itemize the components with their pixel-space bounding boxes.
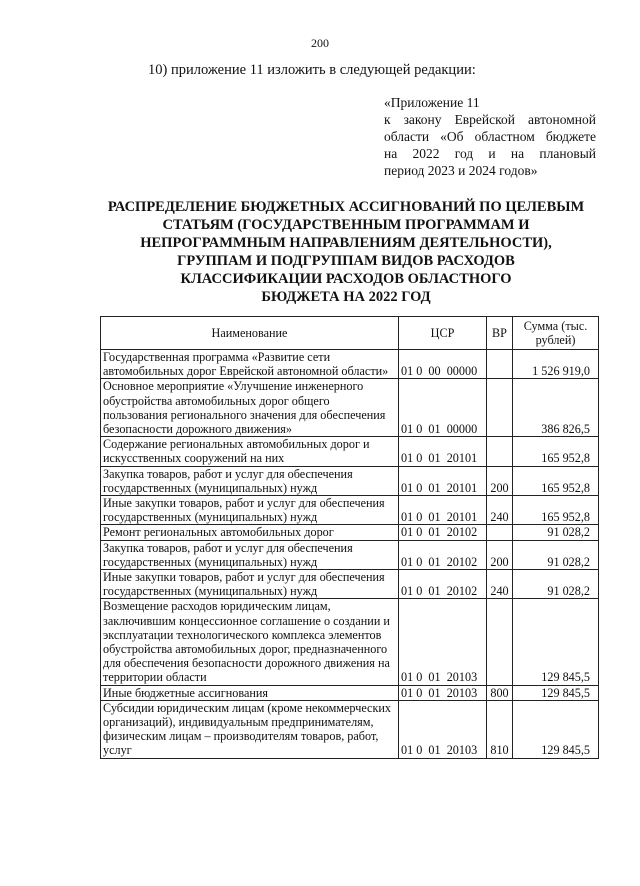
row-vr (487, 525, 513, 540)
row-sum: 129 845,5 (513, 599, 599, 685)
table-row (101, 599, 599, 685)
title-line: СТАТЬЯМ (ГОСУДАРСТВЕННЫМ ПРОГРАММАМ И (162, 217, 530, 233)
row-name: Закупка товаров, работ и услуг для обеспечения государственных (муниципальных) нужд (101, 466, 399, 495)
row-csr: 01 0 01 20103 (399, 685, 487, 700)
row-sum: 91 028,2 (513, 525, 599, 540)
header-vr: ВР (487, 317, 513, 350)
title-line: БЮДЖЕТА НА 2022 ГОД (261, 289, 431, 305)
row-csr: 01 0 01 20102 (399, 525, 487, 540)
row-csr: 01 0 01 20102 (399, 540, 487, 569)
row-name: Содержание региональных автомобильных дорог и искусственных сооружений на них (101, 437, 399, 466)
page-number: 200 (311, 36, 329, 50)
row-sum: 386 826,5 (513, 379, 599, 437)
header-sum: Сумма (тыс. рублей) (513, 317, 599, 350)
row-name: Иные закупки товаров, работ и услуг для обеспечения государственных (муниципальных) нужд (101, 570, 399, 599)
row-csr: 01 0 01 20103 (399, 700, 487, 758)
row-name: Иные закупки товаров, работ и услуг для обеспечения государственных (муниципальных) нужд (101, 496, 399, 525)
budget-table (100, 316, 599, 759)
row-name: Государственная программа «Развитие сети автомобильных дорог Еврейской автономной области» (101, 350, 399, 379)
row-vr: 240 (487, 496, 513, 525)
row-sum: 1 526 919,0 (513, 350, 599, 379)
row-name: Возмещение расходов юридическим лицам, заключившим концессионное соглашение о создании и эксплуатации технологического комплекса элементов обустройства автомобильных дорог, предназначенного для обеспечения безопасности дорожного движения на территории области (101, 599, 399, 685)
row-sum: 91 028,2 (513, 570, 599, 599)
table-row (101, 350, 599, 379)
table-row (101, 466, 599, 495)
row-vr (487, 379, 513, 437)
row-sum: 165 952,8 (513, 437, 599, 466)
table-row (101, 700, 599, 758)
row-name: Субсидии юридическим лицам (кроме некоммерческих организаций), индивидуальным предпринимателям, физическим лицам – производителям товаров, работ, услуг (101, 700, 399, 758)
table-row (101, 570, 599, 599)
table-row (101, 437, 599, 466)
table-header-row (101, 317, 599, 350)
table-row (101, 496, 599, 525)
row-name: Основное мероприятие «Улучшение инженерного обустройства автомобильных дорог общего пользования регионального значения для обеспечения безопасности дорожного движения» (101, 379, 399, 437)
row-csr: 01 0 00 00000 (399, 350, 487, 379)
row-vr: 200 (487, 466, 513, 495)
row-sum: 129 845,5 (513, 685, 599, 700)
row-vr: 200 (487, 540, 513, 569)
row-csr: 01 0 01 20101 (399, 437, 487, 466)
title-line: НЕПРОГРАММНЫМ НАПРАВЛЕНИЯМ ДЕЯТЕЛЬНОСТИ), (140, 235, 552, 251)
row-csr: 01 0 01 20101 (399, 466, 487, 495)
table-row (101, 685, 599, 700)
row-csr: 01 0 01 20102 (399, 570, 487, 599)
title-line: КЛАССИФИКАЦИИ РАСХОДОВ ОБЛАСТНОГО (180, 271, 512, 287)
row-sum: 129 845,5 (513, 700, 599, 758)
table-row (101, 540, 599, 569)
document-title (96, 198, 596, 306)
appendix-line: период 2023 и 2024 годов» (384, 163, 538, 178)
appendix-line: области «Об областном бюджете (384, 129, 596, 144)
row-name: Ремонт региональных автомобильных дорог (101, 525, 399, 540)
table-row (101, 525, 599, 540)
intro-text: 10) приложение 11 изложить в следующей редакции: (148, 62, 476, 78)
table-row (101, 379, 599, 437)
row-vr: 800 (487, 685, 513, 700)
appendix-line: «Приложение 11 (384, 95, 480, 110)
row-csr: 01 0 01 20101 (399, 496, 487, 525)
title-line: ГРУППАМ И ПОДГРУППАМ ВИДОВ РАСХОДОВ (177, 253, 515, 269)
row-vr: 810 (487, 700, 513, 758)
appendix-line: к закону Еврейской автономной (384, 112, 596, 127)
row-name: Закупка товаров, работ и услуг для обеспечения государственных (муниципальных) нужд (101, 540, 399, 569)
row-vr: 240 (487, 570, 513, 599)
row-csr: 01 0 01 00000 (399, 379, 487, 437)
row-vr (487, 437, 513, 466)
row-sum: 91 028,2 (513, 540, 599, 569)
header-name: Наименование (101, 317, 399, 350)
row-name: Иные бюджетные ассигнования (101, 685, 399, 700)
row-csr: 01 0 01 20103 (399, 599, 487, 685)
title-line: РАСПРЕДЕЛЕНИЕ БЮДЖЕТНЫХ АССИГНОВАНИЙ ПО ЦЕЛЕВЫМ (107, 199, 585, 215)
appendix-reference (384, 94, 596, 179)
header-csr: ЦСР (399, 317, 487, 350)
row-sum: 165 952,8 (513, 496, 599, 525)
row-vr (487, 350, 513, 379)
row-sum: 165 952,8 (513, 466, 599, 495)
row-vr (487, 599, 513, 685)
appendix-line: на 2022 год и на плановый (384, 146, 596, 161)
